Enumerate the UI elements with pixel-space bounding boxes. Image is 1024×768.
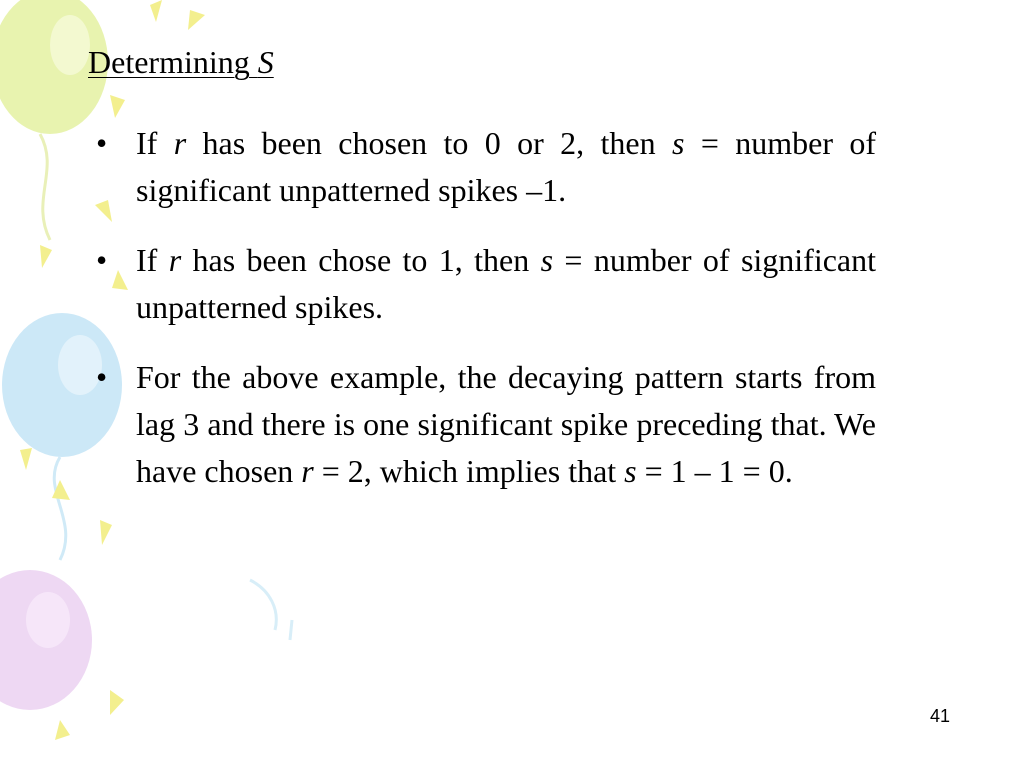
title-text: Determining bbox=[88, 44, 258, 80]
yellow-balloon-string bbox=[40, 134, 50, 240]
bullet-text: = 1 – 1 = 0. bbox=[636, 453, 793, 489]
blue-balloon-string bbox=[54, 457, 66, 560]
bullet-text: has been chose to 1, then bbox=[181, 242, 541, 278]
confetti-shape bbox=[150, 0, 162, 22]
bullet-icon: • bbox=[96, 242, 108, 278]
purple-balloon-highlight bbox=[26, 592, 70, 648]
page-number: 41 bbox=[930, 706, 951, 726]
bullet-text: = number of significant unpatterned spikes –1. bbox=[136, 125, 877, 208]
variable-s: s bbox=[672, 125, 685, 161]
bullet-icon: • bbox=[96, 125, 108, 161]
title-variable: S bbox=[257, 44, 274, 80]
bullet-item bbox=[96, 354, 876, 495]
bullet-list bbox=[96, 120, 876, 518]
yellow-balloon-highlight bbox=[50, 15, 90, 75]
variable-s: s bbox=[624, 453, 637, 489]
bullet-item bbox=[96, 120, 876, 214]
confetti-shape bbox=[100, 520, 112, 545]
bullet-text: = number of significant unpatterned spikes. bbox=[136, 242, 877, 325]
slide-title bbox=[88, 44, 274, 81]
confetti-shape bbox=[110, 95, 125, 118]
bullet-text: = 2, which implies that bbox=[313, 453, 625, 489]
confetti-shape bbox=[188, 10, 205, 30]
bullet-text: For the above example, the decaying pattern starts from lag 3 and there is one significant spike preceding that. We have chosen bbox=[136, 359, 876, 489]
bullet-icon: • bbox=[96, 359, 108, 395]
bullet-item bbox=[96, 237, 876, 331]
variable-r: r bbox=[173, 125, 187, 161]
confetti-shape bbox=[250, 580, 276, 630]
bullet-text: has been chosen to 0 or 2, then bbox=[186, 125, 673, 161]
confetti-shape bbox=[55, 720, 70, 740]
confetti-shape bbox=[290, 620, 292, 640]
variable-s: s bbox=[540, 242, 554, 278]
bullet-text: If bbox=[136, 125, 174, 161]
confetti-shape bbox=[40, 245, 52, 268]
variable-r: r bbox=[168, 242, 182, 278]
confetti-shape bbox=[110, 690, 124, 715]
variable-r: r bbox=[301, 453, 314, 489]
bullet-text: If bbox=[136, 242, 169, 278]
confetti-shape bbox=[20, 448, 32, 470]
